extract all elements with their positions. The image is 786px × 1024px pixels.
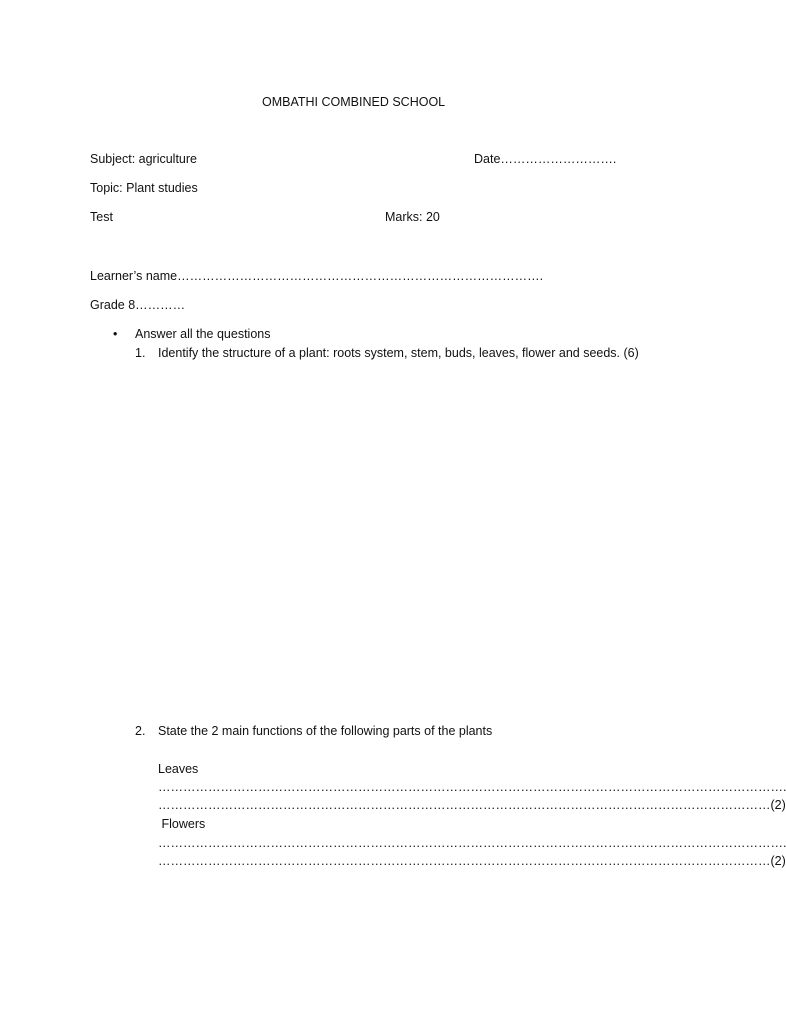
flowers-answer-line-2: …………………………………………………………………………………………………………………………………(2) [158, 854, 786, 868]
leaves-answer-line-2: …………………………………………………………………………………………………………………………………(2) [158, 798, 786, 812]
learner-name-field: Learner’s name……………………………………………………………………………. [90, 269, 544, 283]
subject-line: Subject: agriculture [90, 152, 198, 166]
instruction-text: Answer all the questions [135, 327, 271, 341]
question-1-text: Identify the structure of a plant: roots system, stem, buds, leaves, flower and seeds. (6) [158, 346, 639, 360]
leaves-answer-line-1: ……………………………………………………………………………………………………………………………………. [158, 780, 786, 794]
grade-field: Grade 8………… [90, 298, 186, 312]
question-2-text: State the 2 main functions of the following parts of the plants [158, 724, 493, 738]
topic-line: Topic: Plant studies [90, 181, 198, 195]
question-1-number: 1. [135, 346, 146, 360]
flowers-label: Flowers [158, 817, 206, 831]
flowers-answer-line-1: ……………………………………………………………………………………………………………………………………. [158, 836, 786, 850]
question-2-number: 2. [135, 724, 146, 738]
bullet-icon: • [113, 327, 118, 341]
date-field: Date………………………. [474, 152, 617, 166]
test-label: Test [90, 210, 113, 224]
leaves-label: Leaves [158, 762, 199, 776]
marks-label: Marks: 20 [385, 210, 440, 224]
school-name: OMBATHI COMBINED SCHOOL [262, 95, 446, 109]
